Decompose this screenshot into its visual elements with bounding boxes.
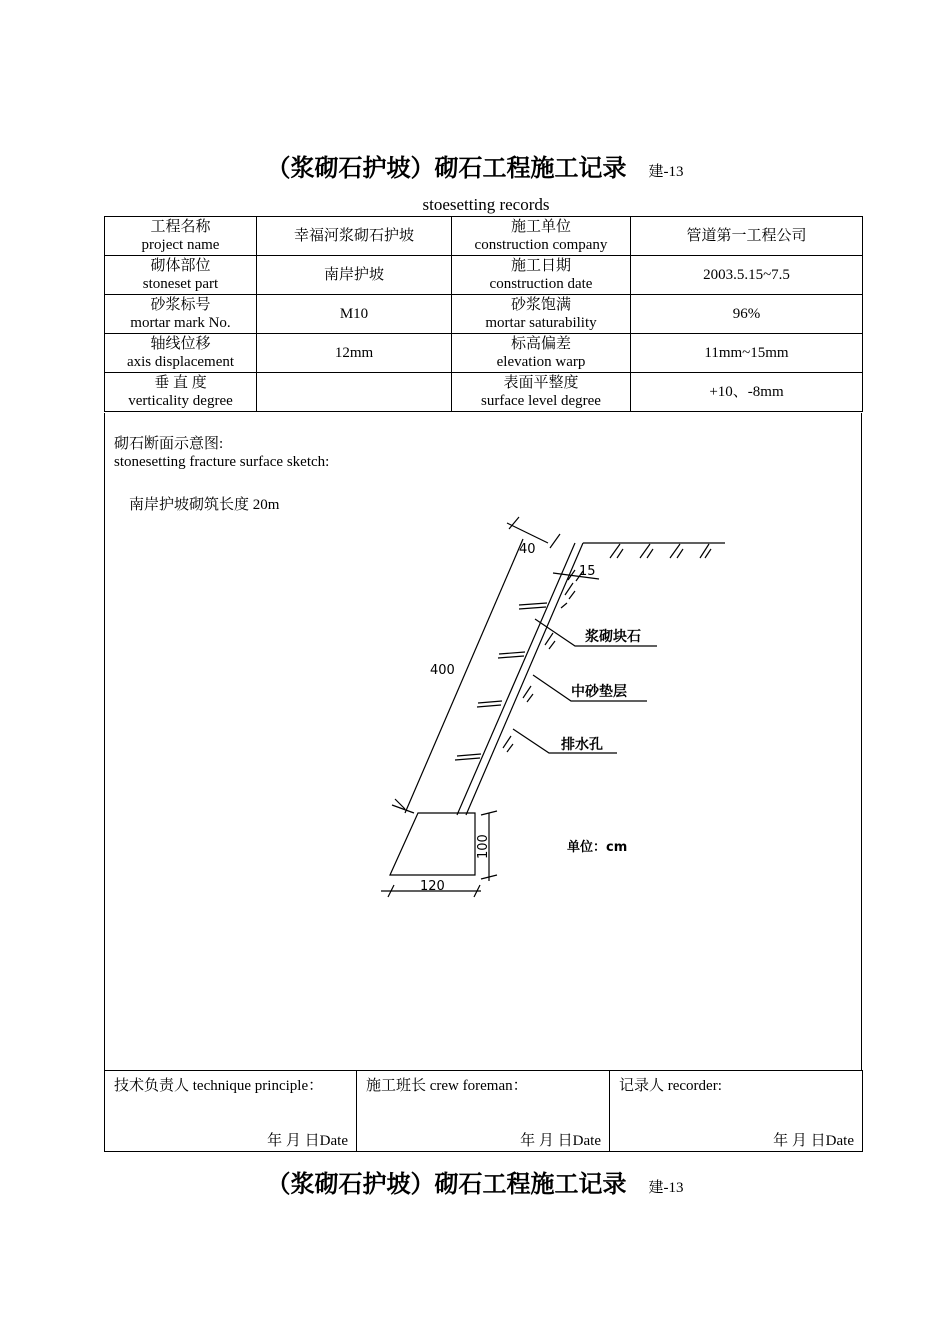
foundation-block xyxy=(390,813,475,875)
value-construction-date: 2003.5.15~7.5 xyxy=(631,256,863,295)
table-row xyxy=(105,334,863,373)
unit-label: 单位：cm xyxy=(567,840,628,855)
table-row xyxy=(105,373,863,412)
dim-label-100: 100 xyxy=(476,834,491,859)
table-row xyxy=(105,295,863,334)
page-title xyxy=(0,148,950,183)
value-stoneset-part: 南岸护坡 xyxy=(257,256,452,295)
sketch-label-en: stonesetting fracture surface sketch: xyxy=(114,454,330,470)
sketch-note: 南岸护坡砌筑长度 20m xyxy=(129,497,280,513)
dim-label-15: 15 xyxy=(579,564,596,579)
signature-technique[interactable] xyxy=(105,1071,357,1152)
table-row xyxy=(105,1071,863,1152)
date-technique: 年 月 日Date xyxy=(267,1133,348,1149)
signature-foreman[interactable] xyxy=(357,1071,610,1152)
title-text-repeat: （浆砌石护坡）砌石工程施工记录 xyxy=(266,1170,627,1198)
label-axis-displacement: 轴线位移 axis displacement xyxy=(105,334,257,373)
dim-label-40: 40 xyxy=(519,542,536,557)
value-construction-company: 管道第一工程公司 xyxy=(631,217,863,256)
value-verticality xyxy=(257,373,452,412)
page-title-repeat xyxy=(0,1164,950,1199)
signature-table xyxy=(104,1070,863,1152)
label-project-name: 工程名称 project name xyxy=(105,217,257,256)
value-project-name: 幸福河浆砌石护坡 xyxy=(257,217,452,256)
label-construction-company: 施工单位 construction company xyxy=(452,217,631,256)
label-verticality: 垂 直 度 verticality degree xyxy=(105,373,257,412)
drain-hole xyxy=(498,652,525,658)
dim-label-400: 400 xyxy=(430,663,455,678)
form-code: 建-13 xyxy=(648,164,684,180)
label-masonry: 浆砌块石 xyxy=(585,629,641,645)
slope-outer-line xyxy=(405,539,523,813)
value-axis-displacement: 12mm xyxy=(257,334,452,373)
date-recorder: 年 月 日Date xyxy=(773,1133,854,1149)
role-technique: 技术负责人 technique principle： xyxy=(114,1078,324,1094)
date-foreman: 年 月 日Date xyxy=(520,1133,601,1149)
sketch-section xyxy=(104,413,862,1071)
drain-hole xyxy=(455,754,481,760)
table-row xyxy=(105,256,863,295)
drain-hole xyxy=(519,603,547,609)
slope-masonry-back-line xyxy=(457,543,575,815)
label-sand-layer: 中砂垫层 xyxy=(571,684,627,700)
value-mortar-mark: M10 xyxy=(257,295,452,334)
info-table xyxy=(104,216,863,412)
label-mortar-mark: 砂浆标号 mortar mark No. xyxy=(105,295,257,334)
label-elevation-warp: 标高偏差 elevation warp xyxy=(452,334,631,373)
dim-line-40 xyxy=(507,523,548,543)
label-surface-level: 表面平整度 surface level degree xyxy=(452,373,631,412)
title-text: （浆砌石护坡）砌石工程施工记录 xyxy=(266,154,627,182)
table-row xyxy=(105,217,863,256)
slope-cross-section-drawing xyxy=(105,413,861,1070)
form-code-repeat: 建-13 xyxy=(648,1180,684,1196)
soil-hatch xyxy=(503,583,575,752)
label-stoneset-part: 砌体部位 stoneset part xyxy=(105,256,257,295)
signature-recorder[interactable] xyxy=(610,1071,863,1152)
dim-label-120: 120 xyxy=(420,879,445,894)
label-construction-date: 施工日期 construction date xyxy=(452,256,631,295)
subtitle: stoesetting records xyxy=(422,195,550,214)
role-foreman: 施工班长 crew foreman： xyxy=(366,1078,528,1094)
value-surface-level: +10、-8mm xyxy=(631,373,863,412)
slope-sand-back-line xyxy=(466,543,583,815)
ground-hatch xyxy=(610,544,711,558)
value-mortar-saturability: 96% xyxy=(631,295,863,334)
label-drain-hole: 排水孔 xyxy=(561,737,603,753)
label-mortar-saturability: 砂浆饱满 mortar saturability xyxy=(452,295,631,334)
value-elevation-warp: 11mm~15mm xyxy=(631,334,863,373)
sketch-label-cn: 砌石断面示意图: xyxy=(114,436,224,452)
drain-hole xyxy=(477,701,502,707)
role-recorder: 记录人 recorder: xyxy=(619,1078,722,1094)
